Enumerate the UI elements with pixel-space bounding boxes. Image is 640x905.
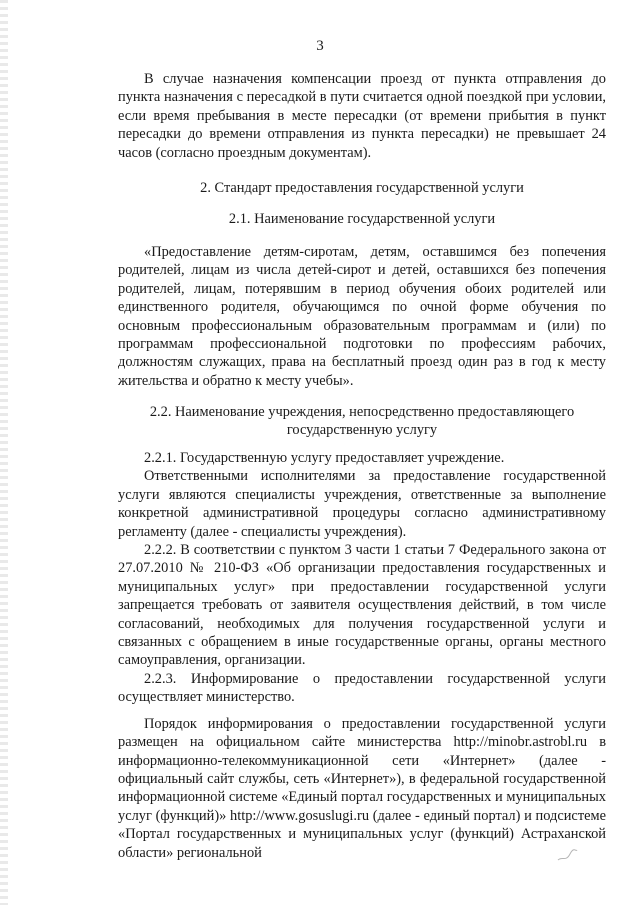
- pencil-mark: [556, 848, 578, 864]
- paragraph-2-2-3: 2.2.3. Информирование о предоставлении государственной услуги осуществляет министерство.: [118, 670, 606, 706]
- paragraph-transfer-rule: В случае назначения компенсации проезд от пункта отправления до пункта назначения с пересадкой в пути считается одной поездкой при условии, если время пребывания в месте пересадки (от времени прибытия в пункт пересадки до времени отправления из пункта пересадки) не превышает 24 часов (согласно проездным документам).: [118, 71, 606, 161]
- page-number: 3: [316, 38, 324, 54]
- paragraph-service-name: «Предоставление детям-сиротам, детям, оставшимся без попечения родителей, лицам из числа детей-сирот и детей, оставшихся без попечения родителей, лицам, потерявшим в период обучения обоих родителей или единственного родителя, обучающимся по очной форме обучения по основным профессиональным образовательным программам и (или) по программам профессиональной подготовки по профессиям рабочих, должностям служащих, права на бесплатный проезд один раз в год к месту жительства и обратно к месту учебы».: [118, 244, 606, 389]
- scan-edge: [0, 0, 8, 905]
- paragraph-2-2-1: 2.2.1. Государственную услугу предоставляет учреждение.: [144, 450, 505, 466]
- section-heading-2-2: 2.2. Наименование учреждения, непосредственно предоставляющего государственную услугу: [149, 404, 575, 439]
- paragraph-information-procedure: Порядок информирования о предоставлении государственной услуги размещен на официальном сайте министерства http://minobr.astrobl.ru в информационно-телекоммуникационной сети «Интернет» (далее - официальный сайт службы, сеть «Интернет»), в федеральной государственной информационной системе «Единый портал государственных и муниципальных услуг (функций)» http://www.gosuslugi.ru (далее - единый портал) и подсистеме «Портал государственных и муниципальных услуг (функций) Астраханской области» региональной: [118, 715, 606, 861]
- section-heading-2: 2. Стандарт предоставления государственной услуги: [200, 180, 524, 196]
- paragraph-responsible-executors: Ответственными исполнителями за предоставление государственной услуги являются специалисты учреждения, ответственные за выполнение конкретной административной процедуры согласно административному регламенту (далее - специалисты учреждения).: [118, 468, 606, 540]
- paragraph-2-2-2: 2.2.2. В соответствии с пунктом 3 части 1 статьи 7 Федерального закона от 27.07.2010 № 210-ФЗ «Об организации предоставления государственных и муниципальных услуг» при предоставлении государственной услуги запрещается требовать от заявителя осуществления действий, в том числе согласований, необходимых для получения государственной услуги и связанных с обращением в иные государственные органы, органы местного самоуправления, организации.: [118, 542, 606, 669]
- section-heading-2-1: 2.1. Наименование государственной услуги: [228, 211, 496, 227]
- section-2-2-body: [118, 449, 606, 862]
